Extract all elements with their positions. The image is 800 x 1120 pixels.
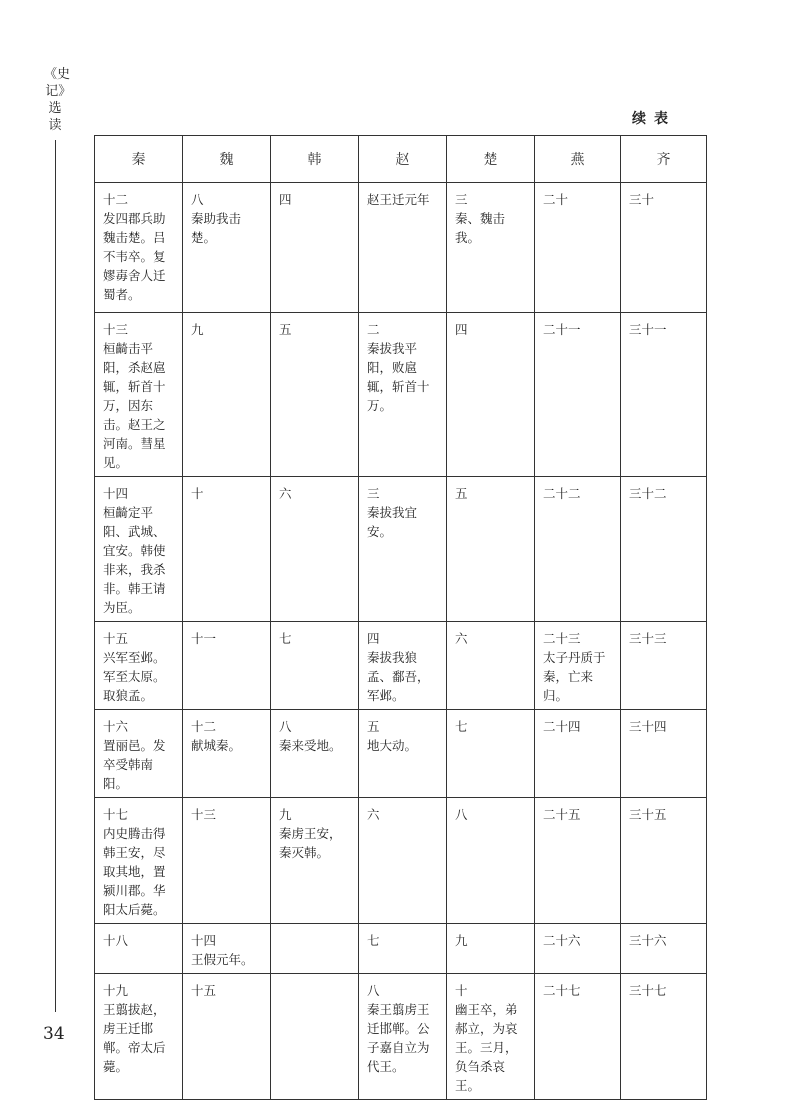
- cell-event: 秦来受地。: [279, 738, 342, 753]
- page-number: 34: [43, 1024, 65, 1044]
- cell-zhao: [359, 622, 447, 710]
- cell-year: 七: [279, 631, 292, 646]
- column-header-qi: 齐: [621, 136, 707, 183]
- chronology-table: [94, 135, 707, 1100]
- cell-year: 四: [455, 322, 468, 337]
- cell-event: 秦拔我宜安。: [367, 505, 418, 539]
- cell-year: 十五: [191, 983, 217, 998]
- cell-yan: [535, 710, 621, 798]
- cell-event: 献城秦。: [191, 738, 242, 753]
- table-row: [95, 313, 707, 477]
- cell-han: [271, 477, 359, 622]
- cell-wei: [183, 313, 271, 477]
- cell-year: 十五: [103, 631, 129, 646]
- book-title-vertical: 《史记》选读: [44, 67, 71, 133]
- cell-year: 十三: [103, 322, 129, 337]
- cell-yan: [535, 924, 621, 974]
- cell-zhao: [359, 183, 447, 313]
- cell-year: 二十四: [543, 719, 581, 734]
- cell-year: 三: [367, 486, 380, 501]
- cell-event: 秦拔我狼孟、鄱吾，军邺。: [367, 650, 430, 703]
- cell-qi: [621, 313, 707, 477]
- table-row: [95, 710, 707, 798]
- cell-event: 置丽邑。发卒受韩南阳。: [103, 738, 166, 791]
- cell-han: [271, 622, 359, 710]
- cell-event: 太子丹质于秦，亡来归。: [543, 650, 606, 703]
- cell-year: 三十四: [629, 719, 667, 734]
- cell-qin: [95, 183, 183, 313]
- cell-han: [271, 313, 359, 477]
- cell-year: 二十五: [543, 807, 581, 822]
- table-row: [95, 183, 707, 313]
- column-header-han: 韩: [271, 136, 359, 183]
- cell-year: 六: [455, 631, 468, 646]
- column-header-qin: 秦: [95, 136, 183, 183]
- cell-han: [271, 974, 359, 1100]
- cell-year: 十二: [191, 719, 217, 734]
- cell-event: 秦、魏击我。: [455, 211, 506, 245]
- cell-year: 二十七: [543, 983, 581, 998]
- cell-year: 十四: [191, 933, 217, 948]
- cell-qin: [95, 710, 183, 798]
- cell-qi: [621, 710, 707, 798]
- cell-year: 三十五: [629, 807, 667, 822]
- cell-year: 二十一: [543, 322, 581, 337]
- cell-chu: [447, 974, 535, 1100]
- cell-event: 秦助我击楚。: [191, 211, 242, 245]
- cell-chu: [447, 183, 535, 313]
- cell-han: [271, 183, 359, 313]
- cell-yan: [535, 313, 621, 477]
- cell-year: 五: [279, 322, 292, 337]
- cell-qin: [95, 798, 183, 924]
- cell-chu: [447, 477, 535, 622]
- table-row: [95, 798, 707, 924]
- table-row: [95, 924, 707, 974]
- cell-event: 桓齮击平阳，杀赵扈辄，斩首十万，因东击。赵王之河南。彗星见。: [103, 341, 166, 470]
- cell-event: 桓齮定平阳、武城、宜安。韩使非来，我杀非。韩王请为臣。: [103, 505, 166, 615]
- column-header-chu: 楚: [447, 136, 535, 183]
- cell-year: 十九: [103, 983, 129, 998]
- cell-year: 六: [279, 486, 292, 501]
- cell-year: 二十六: [543, 933, 581, 948]
- cell-year: 五: [455, 486, 468, 501]
- cell-event: 幽王卒，弟郝立，为哀王。三月，负刍杀哀王。: [455, 1002, 518, 1093]
- cell-wei: [183, 710, 271, 798]
- table-row: [95, 974, 707, 1100]
- cell-yan: [535, 477, 621, 622]
- cell-event: 内史腾击得韩王安，尽取其地，置颍川郡。华阳太后薨。: [103, 826, 166, 917]
- cell-qi: [621, 183, 707, 313]
- cell-qin: [95, 974, 183, 1100]
- cell-year: 四: [279, 192, 292, 207]
- cell-qi: [621, 924, 707, 974]
- cell-wei: [183, 622, 271, 710]
- cell-han: [271, 798, 359, 924]
- cell-year: 七: [455, 719, 468, 734]
- cell-event: 秦虏王安，秦灭韩。: [279, 826, 342, 860]
- cell-han: [271, 924, 359, 974]
- cell-year: 十一: [191, 631, 217, 646]
- cell-wei: [183, 974, 271, 1100]
- cell-year: 十六: [103, 719, 129, 734]
- cell-year: 九: [455, 933, 468, 948]
- cell-chu: [447, 622, 535, 710]
- cell-han: [271, 710, 359, 798]
- cell-year: 十三: [191, 807, 217, 822]
- column-header-zhao: 赵: [359, 136, 447, 183]
- cell-qin: [95, 313, 183, 477]
- cell-qi: [621, 974, 707, 1100]
- cell-year: 三十三: [629, 631, 667, 646]
- cell-yan: [535, 622, 621, 710]
- cell-year: 七: [367, 933, 380, 948]
- cell-year: 八: [279, 719, 292, 734]
- margin-rule: [55, 140, 56, 1012]
- cell-year: 二十三: [543, 631, 581, 646]
- continued-label: 续表: [632, 111, 676, 127]
- cell-qin: [95, 477, 183, 622]
- cell-event: 秦王翦虏王迁邯郸。公子嘉自立为代王。: [367, 1002, 430, 1074]
- cell-year: 八: [191, 192, 204, 207]
- cell-qi: [621, 622, 707, 710]
- cell-chu: [447, 924, 535, 974]
- cell-year: 三十一: [629, 322, 667, 337]
- cell-year: 五: [367, 719, 380, 734]
- cell-year: 六: [367, 807, 380, 822]
- cell-chu: [447, 798, 535, 924]
- cell-year: 八: [455, 807, 468, 822]
- cell-zhao: [359, 798, 447, 924]
- cell-yan: [535, 798, 621, 924]
- table-row: [95, 622, 707, 710]
- cell-wei: [183, 183, 271, 313]
- cell-year: 二十: [543, 192, 569, 207]
- cell-year: 八: [367, 983, 380, 998]
- column-header-yan: 燕: [535, 136, 621, 183]
- cell-qin: [95, 622, 183, 710]
- cell-qin: [95, 924, 183, 974]
- cell-event: 秦拔我平阳，败扈辄，斩首十万。: [367, 341, 430, 413]
- cell-year: 十: [191, 486, 204, 501]
- cell-qi: [621, 798, 707, 924]
- cell-year: 三十六: [629, 933, 667, 948]
- cell-zhao: [359, 477, 447, 622]
- cell-year: 十七: [103, 807, 129, 822]
- cell-year: 三十七: [629, 983, 667, 998]
- cell-yan: [535, 974, 621, 1100]
- cell-event: 王假元年。: [191, 952, 254, 967]
- cell-chu: [447, 710, 535, 798]
- cell-event: 王翦拔赵，虏王迁邯郸。帝太后薨。: [103, 1002, 166, 1074]
- cell-year: 九: [279, 807, 292, 822]
- cell-zhao: [359, 924, 447, 974]
- cell-year: 三十: [629, 192, 655, 207]
- cell-year: 十: [455, 983, 468, 998]
- cell-qi: [621, 477, 707, 622]
- cell-event: 兴军至邺。军至太原。取狼孟。: [103, 650, 166, 703]
- cell-year: 九: [191, 322, 204, 337]
- cell-zhao: [359, 974, 447, 1100]
- cell-event: 发四郡兵助魏击楚。吕不韦卒。复嫪毐舍人迁蜀者。: [103, 211, 166, 302]
- cell-event: 赵王迁元年: [367, 192, 430, 207]
- column-header-wei: 魏: [183, 136, 271, 183]
- table-row: [95, 477, 707, 622]
- cell-year: 二: [367, 322, 380, 337]
- cell-wei: [183, 924, 271, 974]
- cell-zhao: [359, 710, 447, 798]
- cell-yan: [535, 183, 621, 313]
- cell-year: 三: [455, 192, 468, 207]
- cell-wei: [183, 798, 271, 924]
- cell-year: 十四: [103, 486, 129, 501]
- cell-year: 三十二: [629, 486, 667, 501]
- cell-year: 二十二: [543, 486, 581, 501]
- cell-chu: [447, 313, 535, 477]
- cell-year: 四: [367, 631, 380, 646]
- cell-year: 十八: [103, 933, 129, 948]
- cell-event: 地大动。: [367, 738, 418, 753]
- cell-wei: [183, 477, 271, 622]
- cell-zhao: [359, 313, 447, 477]
- table-header-row: [95, 136, 707, 183]
- cell-year: 十二: [103, 192, 129, 207]
